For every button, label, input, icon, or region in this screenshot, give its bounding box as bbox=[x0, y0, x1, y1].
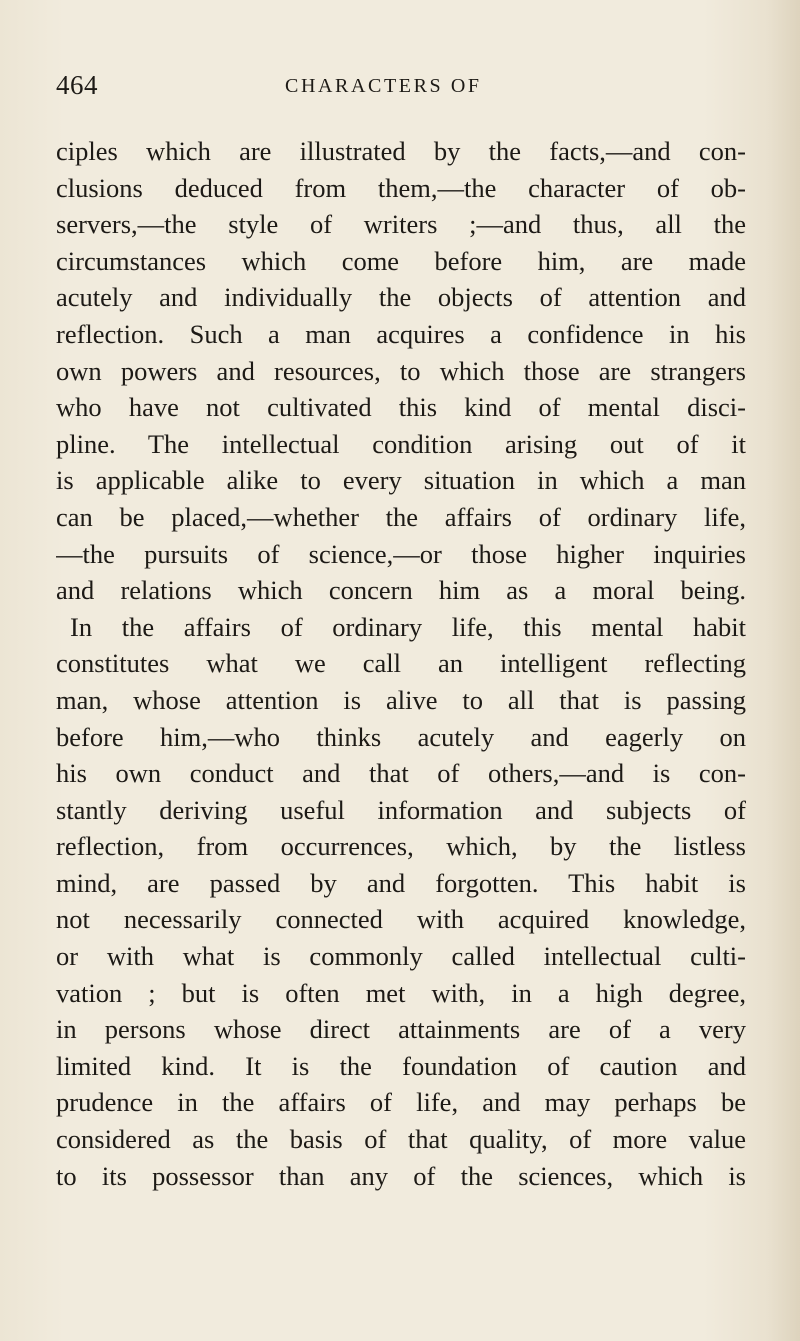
text-line: his own conduct and that of others,—and is con- bbox=[56, 758, 746, 789]
text-line: considered as the basis of that quality, of more value bbox=[56, 1124, 746, 1155]
text-line: can be placed,—whether the affairs of ordinary life, bbox=[56, 501, 746, 532]
text-line: mind, are passed by and forgotten. This habit is bbox=[56, 867, 746, 898]
text-line: ciples which are illustrated by the facts,—and con- bbox=[56, 136, 746, 166]
body-text bbox=[56, 133, 746, 1194]
page-number: 464 bbox=[56, 70, 98, 100]
text-line: and relations which concern him as a moral being. bbox=[56, 575, 746, 606]
text-line: vation ; but is often met with, in a high degree, bbox=[56, 977, 746, 1008]
text-line: is applicable alike to every situation in which a man bbox=[56, 465, 746, 496]
text-line: who have not cultivated this kind of mental disci- bbox=[56, 392, 746, 423]
text-line: in persons whose direct attainments are of a very bbox=[56, 1014, 746, 1045]
text-line: limited kind. It is the foundation of caution and bbox=[56, 1050, 746, 1081]
text-line: to its possessor than any of the sciences, which is bbox=[56, 1160, 746, 1191]
text-line: not necessarily connected with acquired knowledge, bbox=[56, 904, 746, 935]
text-line: constitutes what we call an intelligent reflecting bbox=[56, 648, 746, 679]
text-line: —the pursuits of science,—or those higher inquiries bbox=[56, 538, 746, 569]
text-line: before him,—who thinks acutely and eagerly on bbox=[56, 721, 746, 752]
text-line: circumstances which come before him, are made bbox=[56, 245, 746, 276]
text-line: In the affairs of ordinary life, this mental habit bbox=[70, 611, 746, 642]
text-line: reflection, from occurrences, which, by the listless bbox=[56, 831, 746, 862]
text-line: or with what is commonly called intellectual culti- bbox=[56, 941, 746, 972]
text-line: prudence in the affairs of life, and may perhaps be bbox=[56, 1087, 746, 1118]
text-line: acutely and individually the objects of attention and bbox=[56, 282, 746, 313]
text-line: pline. The intellectual condition arising out of it bbox=[56, 428, 746, 459]
running-title: CHARACTERS OF bbox=[285, 75, 482, 97]
text-line: servers,—the style of writers ;—and thus, all the bbox=[56, 209, 746, 240]
text-line: man, whose attention is alive to all that is passing bbox=[56, 684, 746, 715]
running-head bbox=[56, 70, 746, 106]
text-line: own powers and resources, to which those are strangers bbox=[56, 355, 746, 386]
text-line: clusions deduced from them,—the character of ob- bbox=[56, 172, 746, 203]
text-line: stantly deriving useful information and subjects of bbox=[56, 794, 746, 825]
text-line: reflection. Such a man acquires a confidence in his bbox=[56, 318, 746, 349]
